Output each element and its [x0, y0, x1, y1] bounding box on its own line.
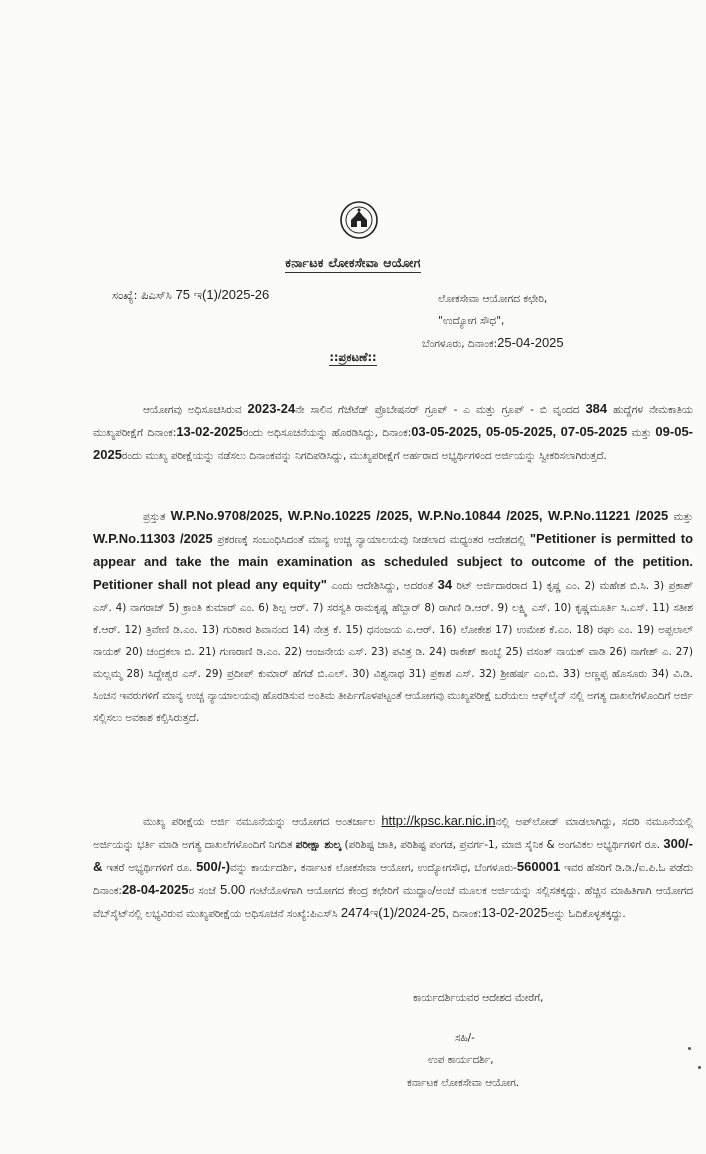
address-line-2: "ಉದ್ಯೋಗ ಸೌಧ", [438, 315, 505, 327]
petition-number-last: W.P.No.11303 /2025 [93, 531, 213, 546]
text: ಎಂದು ಆದೇಶಿಸಿದ್ದು, ಅದರಂತೆ [326, 580, 438, 592]
deadline-time: 5.00 [219, 882, 246, 897]
text: ರಂದು ಮುಖ್ಯ ಪರೀಕ್ಷೆಯನ್ನು ನಡೆಸಲು ದಿನಾಂಕವನ್ನು ನಿಗದಿಪಡಿಸಿದ್ದು, ಮುಖ್ಯಪರೀಕ್ಷೆಗೆ ಅರ್ಹರಾದ ಅಭ್ಯರ್ಥಿಗಳಿಂದ ಅರ್ಜಿಯನ್ನು ಸ್ವೀಕರಿಸಲಾಗಿರುತ್ತದೆ. [121, 450, 607, 462]
emblem-icon [339, 200, 379, 240]
text: ಮತ್ತು [627, 427, 656, 439]
notification-number: 2474ಇ(1)/2024-25, [340, 905, 450, 920]
reference-number [112, 287, 269, 303]
pincode: 560001 [516, 859, 561, 874]
org-title [0, 255, 706, 273]
text: ಗಂಟೆಯೊಳಗಾಗಿ ಆಯೋಗದ ಕೇಂದ್ರ ಕಛೇರಿಗೆ ಮುದ್ದಾಂ/ಅಂಚೆ ಮೂಲಕ ಅರ್ಜಿಯನ್ನು ಸಲ್ಲಿಸತಕ್ಕದ್ದು. ಹೆಚ್ಚಿನ ಮಾಹಿತಿಗಾಗಿ ಆಯೋಗದ ವೆಬ್‌ಸೈಟ್‌ನಲ್ಲಿ ಲಭ್ಯವಿರುವ ಮುಖ್ಯಪರೀಕ್ಷೆಯ ಅಧಿಸೂಚನೆ ಸಂಖ್ಯೆ:ಪಿಎಸ್‌ಸಿ [93, 885, 693, 920]
petitioner-list: 1) ಕೃಷ್ಣ ಎಂ. 2) ಮಹೇಶ ಬಿ.ಸಿ. 3) ಪ್ರಕಾಶ್ ಎಸ್. 4) ನಾಗರಾಜ್ 5) ಕ್ರಾಂತಿ ಕುಮಾರ್ ಎಂ. 6) ಶಿಲ್ಪ ಆರ್. 7) ಸರಸ್ವತಿ ರಾಮಕೃಷ್ಣ ಹೆಬ್ಬಾರ್ 8) ರಾಗಿಣಿ ಡಿ.ಆರ್. 9) ಲಕ್ಷ್ಮಿ ಎಸ್. 10) ಕೃಷ್ಣಮೂರ್ತಿ ಸಿ.ಎಸ್. 11) ಸತೀಶ ಕೆ.ಆರ್. 12) ತ್ರಿವೇಣಿ ಡಿ.ಎಂ. 13) ಗುರಿಕಾರ ಶಿವಾನಂದ 14) ನೇತ್ರ ಕೆ. 15) ಧನಂಜಯ ಎ.ಆರ್. 16) ಲೋಕೇಶ 17) ಉಮೇಶ ಕೆ.ಎಂ. 18) ರಘು ಎಂ. 19) ಅಪ್ಪಲಾಲ್ ನಾಯಕ್ 20) ಚಂದ್ರಕಲಾ ಬಿ. 21) ಗುಣರಾಣಿ ಡಿ.ಎಂ. 22) ಆಂಜನೇಯ ಎಸ್. 23) ಪವಿತ್ರ ಡಿ. 24) ರಾಕೇಶ್ ಕಾಂಬ್ಳೆ 25) ವಸಂತ್ ನಾಯಕ್ ವಾಡಿ 26) ನಾಗೇಶ್ ಎ. 27) ಮಲ್ಲಮ್ಮ 28) ಸಿದ್ದೇಶ್ವರ ಎಸ್. 29) ಪ್ರದೀಪ್ ಕುಮಾರ್ ಹೆಗಡೆ ಬಿ.ಎಲ್. 30) ವಿಶ್ವನಾಥ 31) ಪ್ರಕಾಶ ಎಸ್. 32) ಶ್ರೀಹರ್ಷ ಎಂ.ಬಿ. 33) ಅಣ್ಣಪ್ಪ ಹೊಸೂರು 34) ವಿ.ಡಿ. ಸಿಂಚನ [93, 580, 693, 702]
deadline-date: 28-04-2025 [121, 882, 189, 897]
court-order-quote: "Petitioner is permitted to appear and take the main examination as scheduled subject to outcome of the petition. Petitioner shall not plead any equity" [93, 531, 694, 592]
notice-date: 25-04-2025 [497, 335, 564, 350]
paragraph-3 [93, 810, 693, 925]
scan-speck [698, 1066, 701, 1069]
scan-speck [688, 1047, 691, 1050]
paragraph-1 [93, 398, 693, 467]
kpsc-website-link[interactable]: http://kpsc.kar.nic.in [381, 813, 496, 828]
paragraph-2 [93, 505, 693, 729]
notification-date: 13-02-2025 [481, 905, 548, 920]
reference-label: ಸಂಖ್ಯೆ: ಪಿಎಸ್‌ಸಿ [112, 288, 172, 302]
petition-numbers: W.P.No.9708/2025, W.P.No.10225 /2025, W.P.No.10844 /2025, W.P.No.11221 /2025 [170, 508, 669, 523]
text: ಇವರುಗಳಿಗೆ ಮಾನ್ಯ ಉಚ್ಚ ನ್ಯಾಯಾಲಯವು ಹೊರಡಿಸುವ ಅಂತಿಮ ತೀರ್ಪಿಗೊಳಪಟ್ಟಂತೆ ಆಯೋಗವು ಮುಖ್ಯಪರೀಕ್ಷೆ ಬರೆಯಲು ಆಫ್‌ಲೈನ್ ನಲ್ಲಿ ಅಗತ್ಯ ದಾಖಲೆಗಳೊಂದಿಗೆ ಅರ್ಜಿ ಸಲ್ಲಿಸಲು ಅವಕಾಶ ಕಲ್ಪಿಸಿರುತ್ತದೆ. [93, 690, 693, 724]
signature-order-line: ಕಾರ್ಯದರ್ಶಿಯವರ ಆದೇಶದ ಮೇರೆಗೆ, [413, 992, 544, 1004]
fee-reserved: 300/- & [93, 836, 693, 874]
text: ಮತ್ತು [668, 511, 693, 523]
signature-signed: ಸಹಿ/- [455, 1032, 475, 1044]
signature-organization: ಕರ್ನಾಟಕ ಲೋಕಸೇವಾ ಆಯೋಗ. [407, 1077, 520, 1089]
text: ರಂದು ಅಧಿಸೂಚನೆಯನ್ನು ಹೊರಡಿಸಿದ್ದು, ದಿನಾಂಕ: [242, 427, 412, 439]
text: ನಲ್ಲಿ ಅಪ್‌ಲೋಡ್ ಮಾಡಲಾಗಿದ್ದು, ಸದರಿ ನಮೂನೆಯಲ್ಲಿ ಅರ್ಜಿಯನ್ನು ಭರ್ತಿ ಮಾಡಿ ಅಗತ್ಯ ದಾಖಲೆಗಳೊಂದಿಗೆ ನಿಗದಿತ [93, 816, 694, 851]
text: ಪ್ರಕರಣಕ್ಕೆ ಸಂಬಂಧಿಸಿದಂತೆ ಮಾನ್ಯ ಉಚ್ಚ ನ್ಯಾಯಾಲಯವು ನೀಡಲಾದ ಮಧ್ಯಂತರ ಆದೇಶದಲ್ಲಿ [212, 534, 530, 546]
exam-dates: 03-05-2025, 05-05-2025, 07-05-2025 [411, 424, 628, 439]
text: ಆಯೋಗವು ಅಧಿಸೂಚಿಸಿರುವ [143, 404, 248, 416]
text: ನೇ ಸಾಲಿನ ಗೆಜೆಟೆಡ್ ಪ್ರೊಬೇಷನರ್ ಗ್ರೂಪ್ - ಎ ಮತ್ತು ಗ್ರೂಪ್ - ಬಿ ವೃಂದದ [295, 404, 586, 416]
notice-heading [0, 350, 706, 365]
fee-label: ಪರೀಕ್ಷಾ ಶುಲ್ಕ [295, 839, 342, 851]
year: 2023-24 [247, 401, 296, 416]
text: ದಿನಾಂಕ: [449, 908, 482, 920]
text: (ಪರಿಶಿಷ್ಟ ಜಾತಿ, ಪರಿಶಿಷ್ಟ ಪಂಗಡ, ಪ್ರವರ್ಗ-1, ಮಾಜಿ ಸೈನಿಕ & ಅಂಗವಿಕಲ ಅಭ್ಯರ್ಥಿಗಳಿಗೆ ರೂ. [341, 839, 664, 851]
text: ವನ್ನು ಕಾರ್ಯದರ್ಶಿ, ಕರ್ನಾಟಕ ಲೋಕಸೇವಾ ಆಯೋಗ, ಉದ್ಯೋಗಸೌಧ, ಬೆಂಗಳೂರು- [230, 862, 517, 874]
exam-date-last: 09-05-2025 [93, 424, 693, 462]
office-address [422, 288, 564, 355]
org-title-text: ಕರ್ನಾಟಕ ಲೋಕಸೇವಾ ಆಯೋಗ [285, 255, 420, 273]
petitioner-count: 34 [437, 577, 453, 592]
text: ಪ್ರಸ್ತುತ [143, 511, 171, 523]
heading-text: ::ಪ್ರಕಟಣೆ:: [329, 350, 377, 364]
text: ಇವರ ಹೆಸರಿಗೆ ಡಿ.ಡಿ./ಐ.ಪಿ.ಓ ಪಡೆದು ದಿನಾಂಕ: [93, 862, 694, 897]
post-count: 384 [585, 401, 608, 416]
text: ಮುಖ್ಯ ಪರೀಕ್ಷೆಯ ಅರ್ಜಿ ನಮೂನೆಯನ್ನು ಆಯೋಗದ ಅಂತರ್ಜಾಲ [143, 816, 382, 828]
address-line-1: ಲೋಕಸೇವಾ ಆಯೋಗದ ಕಛೇರಿ, [438, 293, 548, 305]
text: ಹುದ್ದೆಗಳ ನೇಮಕಾತಿಯ ಮುಖ್ಯಪರೀಕ್ಷೆಗೆ ದಿನಾಂಕ: [93, 404, 693, 439]
place-date-label: ಬೆಂಗಳೂರು, ದಿನಾಂಕ: [422, 338, 498, 350]
fee-general: 500/-) [196, 859, 231, 874]
notification-date: 13-02-2025 [176, 424, 243, 439]
signature-designation: ಉಪ ಕಾರ್ಯದರ್ಶಿ, [428, 1054, 494, 1066]
reference-value: 75 ಇ(1)/2025-26 [175, 287, 270, 302]
text: ಅನ್ನು ಓದಿಕೊಳ್ಳತಕ್ಕದ್ದು. [547, 908, 626, 920]
text: ಇತರೆ ಅಭ್ಯರ್ಥಿಗಳಿಗೆ ರೂ. [102, 862, 197, 874]
text: ರ ಸಂಜೆ [188, 885, 220, 897]
text: ರಿಟ್ ಅರ್ಜಿದಾರರಾದ [452, 580, 532, 592]
